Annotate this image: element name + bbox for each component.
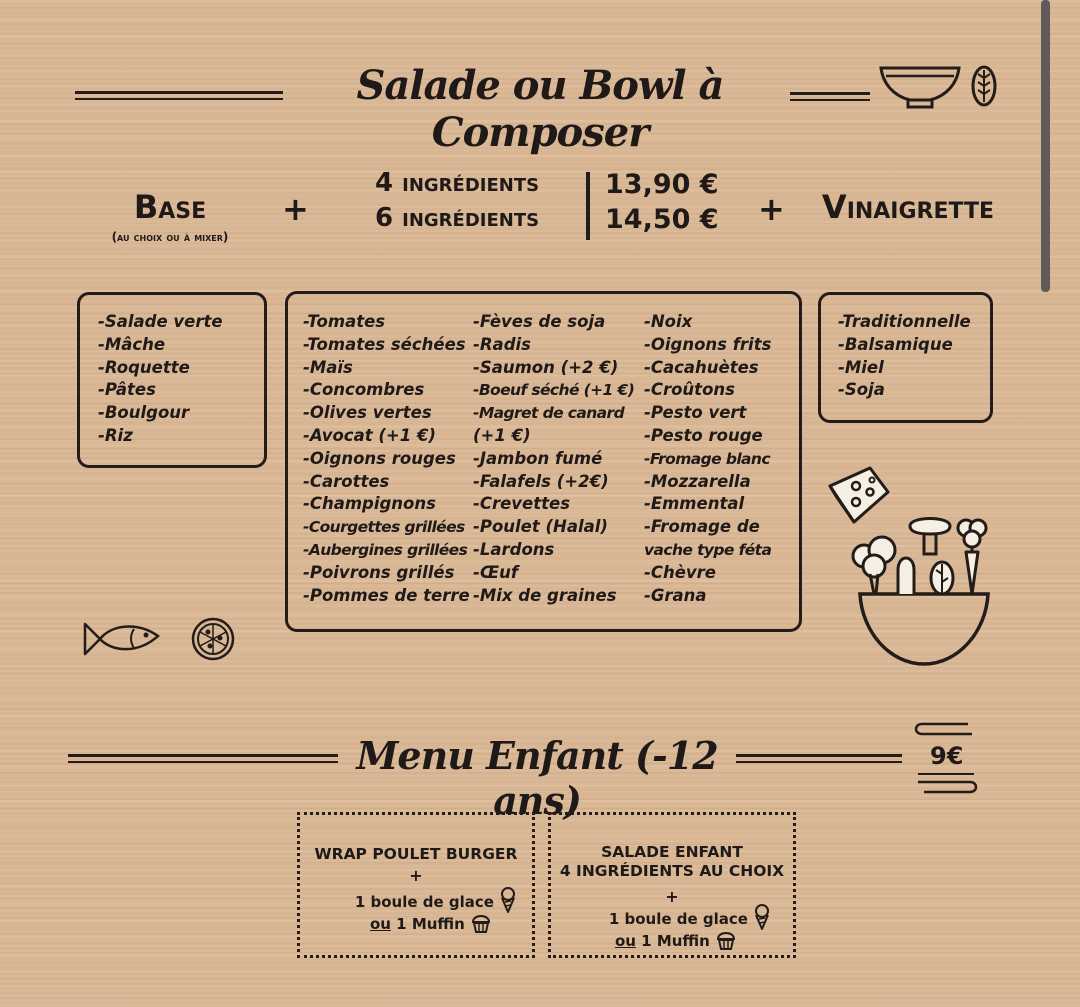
kids-option-dessert — [300, 887, 532, 914]
list-item: -Pâtes — [98, 380, 156, 400]
kids-menu-price: 9€ — [930, 742, 964, 770]
kids-menu-option-2 — [548, 812, 796, 958]
list-item: (+1 €) — [473, 425, 531, 445]
section-title: Salade ou Bowl à Composer — [356, 62, 724, 156]
kids-menu-title: Menu Enfant (-12 ans) — [356, 733, 718, 823]
list-item: -Noix — [644, 312, 693, 331]
kids-option-title: WRAP POULET BURGER — [314, 845, 518, 863]
list-item: -Croûtons — [644, 380, 735, 400]
plus-sign-1: + — [282, 190, 309, 228]
list-item: -Mix de graines — [473, 585, 617, 605]
list-item: -Saumon (+2 €) — [473, 357, 619, 377]
ice-cream-icon — [753, 904, 771, 930]
list-item: -Champignons — [303, 494, 436, 514]
or-word: ou — [614, 932, 636, 950]
list-item: -Olives vertes — [303, 403, 432, 423]
vertical-scrollbar[interactable] — [1041, 0, 1050, 292]
list-item: -Magret de canard — [473, 404, 625, 423]
list-item: -Aubergines grillées — [303, 540, 468, 559]
vinaigrette-list — [838, 311, 971, 402]
list-item: -Œuf — [473, 562, 519, 582]
pizza-icon — [190, 616, 236, 662]
dessert-text: 1 boule de glace — [354, 893, 494, 911]
ingredients-list-3 — [644, 311, 771, 607]
price-4-ingredients: 13,90 € — [605, 169, 719, 200]
or-word: ou — [369, 915, 391, 933]
ingredients-list-1 — [303, 311, 470, 607]
kids-option-alt — [551, 929, 793, 953]
list-item: -Mozzarella — [644, 471, 751, 491]
ingredients-option-6: 6 ingrédients — [375, 203, 540, 233]
kids-rule-right — [736, 754, 902, 763]
list-item: vache type féta — [644, 540, 772, 559]
list-item: -Boulgour — [98, 403, 190, 423]
price-6-ingredients: 14,50 € — [605, 204, 719, 235]
list-item: -Radis — [473, 334, 531, 354]
salad-bowl-icon — [846, 512, 992, 668]
list-item: -Chèvre — [644, 562, 716, 582]
base-heading: Base — [133, 188, 207, 226]
muffin-icon — [470, 912, 492, 934]
list-item: -Tomates — [303, 312, 386, 331]
list-item: -Balsamique — [838, 334, 953, 354]
ingredients-list-2 — [473, 311, 634, 607]
list-item: -Traditionnelle — [838, 312, 971, 331]
kids-option-plus: + — [665, 887, 679, 906]
list-item: -Lardons — [473, 539, 555, 559]
list-item: -Fèves de soja — [473, 312, 606, 331]
list-item: -Fromage blanc — [644, 449, 770, 468]
list-item: -Carottes — [303, 471, 390, 491]
list-item: -Soja — [838, 380, 885, 400]
list-item: -Concombres — [303, 380, 425, 400]
title-rule-right — [790, 92, 870, 101]
kids-option-title-line1: SALADE ENFANT — [601, 843, 743, 861]
list-item: -Courgettes grillées — [303, 518, 465, 537]
leaf-icon — [970, 64, 998, 108]
list-item: -Grana — [644, 585, 707, 605]
kids-rule-left — [68, 754, 338, 763]
list-item: -Pesto vert — [644, 403, 747, 423]
ice-cream-icon — [499, 887, 517, 913]
list-item: -Oignons rouges — [303, 448, 456, 468]
list-item: -Falafels (+2€) — [473, 471, 609, 491]
list-item: -Poulet (Halal) — [473, 517, 608, 537]
list-item: -Boeuf séché (+1 €) — [473, 381, 635, 400]
list-item: -Mâche — [98, 334, 166, 354]
ingredients-option-4: 4 ingrédients — [375, 168, 540, 198]
bowl-icon — [878, 62, 962, 110]
list-item: -Avocat (+1 €) — [303, 425, 436, 445]
kids-option-plus: + — [409, 866, 423, 885]
muffin-icon — [715, 929, 737, 951]
list-item: -Tomates séchées — [303, 334, 466, 354]
list-item: -Crevettes — [473, 494, 571, 514]
list-item: -Salade verte — [98, 312, 223, 331]
alt-text: 1 Muffin — [641, 932, 710, 950]
list-item: -Miel — [838, 357, 884, 377]
price-separator — [586, 172, 590, 240]
list-item: -Roquette — [98, 357, 190, 377]
base-subtitle: (au choix ou à mixer) — [111, 230, 229, 244]
list-item: -Maïs — [303, 357, 353, 377]
title-rule-left — [75, 91, 283, 100]
vinaigrette-heading: Vinaigrette — [821, 188, 995, 226]
kids-option-title-line2: 4 INGRÉDIENTS AU CHOIX — [559, 862, 785, 880]
alt-text: 1 Muffin — [396, 915, 465, 933]
list-item: -Riz — [98, 425, 133, 445]
list-item: -Fromage de — [644, 517, 760, 537]
list-item: -Oignons frits — [644, 334, 772, 354]
dessert-text: 1 boule de glace — [608, 910, 748, 928]
list-item: -Jambon fumé — [473, 448, 603, 468]
list-item: -Emmental — [644, 494, 745, 514]
list-item: -Pommes de terre — [303, 585, 470, 605]
kids-option-dessert — [551, 904, 793, 931]
kids-menu-option-1 — [297, 812, 535, 958]
base-list — [98, 311, 223, 448]
list-item: -Poivrons grillés — [303, 562, 455, 582]
fish-icon — [82, 620, 162, 658]
list-item: -Pesto rouge — [644, 425, 763, 445]
list-item: -Cacahuètes — [644, 357, 759, 377]
kids-option-alt — [300, 912, 532, 936]
plus-sign-2: + — [758, 190, 785, 228]
